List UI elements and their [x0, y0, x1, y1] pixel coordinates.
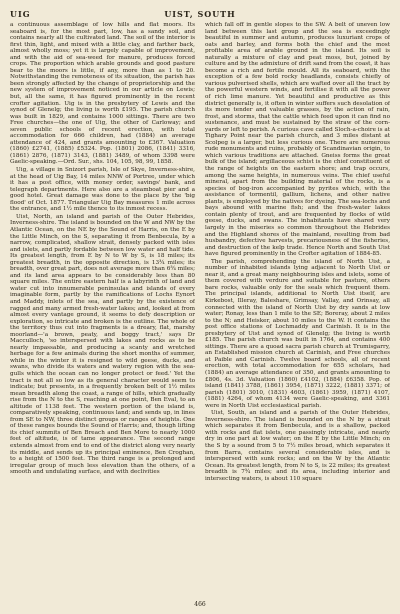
paragraph: Uig, a village in Snizort parish, Isle of Skye, Inverness-shire, at the head of Uig Bay, 14 miles NNW of Portree, under which it has a post office, with money order, savings' bank, and telegraph departments. Here also are a steamboat pier and a good hotel. Great damage was done to the place by the 'big flood' of Oct. 1877. Triangular Uig Bay measures 1 mile across the entrance, and 1½ mile thence to its inmost recess.: [10, 167, 195, 213]
paragraph: which fall off in gentle slopes to the SW. A belt of uneven low land between this last group and the sea is exceedingly beautiful in summer and autumn, produces luxuriant crops of oats and barley, and forms both the chief and the most profitable area of arable ground in the island. Its soil is naturally a mixture of clay and peat moss, but, joined by culture and by the admixture of drift sand from the coast, it has become a rich and fertile mould. All its seaboard, with the exception of a few bold rocky headlands, consists chiefly of various pulverised shells, which are wafted over all the tract by the powerful western winds, and fertilise it with all the power of rich lime manure. Yet beautiful and productive as this district generally is, it often in winter suffers such desolation of its more tender and valuable grasses, by the action of rain, frost, and storms, that the cattle which feed upon it can find no sustenance, and must be sustained by the straw of the corn-yards or left to perish. A curious cave called Sloch-a-choire is at Tighary Point near the parish church, and 3 miles distant at Scolpeg is a larger, but less curious one. There are numerous rude monuments and ruins, probably of Scandinavian origin, to which various traditions are attached. Gneiss forms the great bulk of the island; argillaceous schist is the chief constituent of the range of heights on the eastern shore; and trap occurs, among the same heights, in numerous veins. The chief useful mineral, apart from the building material of the rocks, is a species of bog-iron accompanied by pyrites which, with the assistance of tormentil, gallium, lichens, and other native plants, is employed by the natives for dyeing. The sea-lochs and bays abound with marine fish; and the fresh-water lakes contain plenty of trout, and are frequented by flocks of wild geese, ducks, and swans. The inhabitants have shared very largely in the miseries so common throughout the Hebrides and the Highland shores of the mainland, resulting from bad husbandry, defective harvests, precariousness of the fisheries, and destruction of the kelp trade. Hence North and South Uist have figured prominently in the Crofter agitation of 1884-85.: [205, 22, 390, 258]
paragraph: The parish, comprehending the island of North Uist, a number of inhabited islands lying adjacent to North Uist or near it, and a great many neighbouring isles and islets, some of them covered with verdure and suitable for pasture, others bare rocks, valuable only for the seals which frequent them. The principal islands, additional to North Uist itself, are Kirkebost, Illeray, Baleshare, Grimsay, Vallay, and Orinsay, all connected with the island of North Uist by dry sands at low water; Ronay, less than 1 mile to the SE; Boreray, about 2 miles to the N; and Heisker, about 10 miles to the W. It contains the post office stations of Lochmaddy and Carinish. It is in the presbytery of Uist and synod of Glenelg; the living is worth £185. The parish church was built in 1764, and contains 400 sittings. There are a quoad sacra parish church at Trumisgarry, an Established mission church at Carinish, and Free churches at Paible and Carinish. Twelve board schools, all of recent erection, with total accommodation for 655 scholars, had (1884) an average attendance of 350, and grants amounting to £806, 4s. 3d. Valuation (1860) £4102, (1884) £6358. Pop. of island (1841) 3788, (1861) 3954, (1871) 3222, (1881) 3371; of parish (1801) 3010, (1831) 4603, (1861) 3959, (1871) 4107, (1881) 4264, of whom 4134 were Gaelic-speaking, and 3361 were in North Uist ecclesiastical parish.: [205, 258, 390, 409]
paragraph: a continuous assemblage of low hills and flat moors. Its seaboard is, for the most part, low, has a sandy soil, and contains nearly all the cultivated land. The soil of the interior is first thin, light, and mixed with a little clay, and farther back, almost wholly moss; yet it is largely capable of improvement, and with the aid of sea-weed for manure, produces forced crops. The proportion which arable grounds and good pasture bear to the moors is little, if any, more than as 1 to 20. Notwithstanding the remoteness of its situation, the parish has been strongly affected by the change of proprietorship and the new system of improvement noticed in our article on Lewis; but, all the same, it has figured prominently in the recent crofter agitation. Uig is in the presbytery of Lewis and the synod of Glenelg; the living is worth £195. The parish church was built in 1829, and contains 1000 sittings. There are two Free churches—the one of Uig, the other of Carloway; and seven public schools of recent erection, with total accommodation for 666 children, had (1884) an average attendance of 424, and grants amounting to £367. Valuation (1860) £2741, (1885) £5324. Pop. (1801) 2086, (1841) 3316, (1861) 2876, (1871) 3143, (1881) 3489, of whom 3398 were Gaelic-speaking.—Ord. Sur., shs. 104, 105, 98, 99, 1858.: [10, 22, 195, 166]
column-right: [205, 22, 390, 596]
paragraph: Uist, South, an island and a parish of the Outer Hebrides, Inverness-shire. The island is bounded on the N by a strait which separates it from Benbecula, and is a shallow, packed with rocks and flat islets, one passingly intricate, and nearly dry in one part at low water; on the E by the Little Minch; on the S by a sound from 5 to 7½ miles broad, which separates it from Barra, contains several considerable isles, and is interspersed with sunk rocks; and on the W by the Atlantic Ocean. Its greatest length, from N to S, is 22 miles; its greatest breadth is 7¾ miles; and its area, including interior and intersecting waters, is about 110 square: [205, 410, 390, 482]
running-header: [10, 8, 390, 20]
text-columns: [10, 22, 390, 596]
page-number: 466: [194, 601, 206, 608]
column-left: [10, 22, 195, 596]
header-center: UIST, SOUTH: [164, 9, 236, 19]
header-left: UIG: [10, 9, 31, 19]
paragraph: Uist, North, an island and parish of the Outer Hebrides, Inverness-shire. The island is bounded on the W and NW by the Atlantic Ocean, on the NE by the Sound of Harris, on the E by the Little Minch, on the S, separating it from Benbecula, by a narrow, complicated, shallow strait, densely packed with isles and islets, and partly fordable between low water and half tide. Its greatest length, from E by N to W by S, is 18 miles; its greatest breadth, in the opposite direction, is 13¾ miles; its breadth, over great part, does not average more than 6¾ miles; and its land area appears to be considerably less than 80 square miles. The entire eastern half is a labyrinth of land and water cut into innumerable peninsulas and islands of every imaginable form, partly by the ramifications of Lochs Eynort and Maddy, inlets of the sea, and partly by the existence of ragged and many armed fresh-water lakes; and, looked at from almost every vantage ground, it seems to defy description or exploration, so intricate and broken is the outline. The whole of the territory thus cut into fragments is a dreary, flat, marshy moorland—'a brown, peaty, and boggy tract,' says Dr Macculloch, 'so interspersed with lakes and rocks as to be nearly impassable, and producing a scanty and wretched herbage for a few animals during the short months of summer, while in the winter it is resigned to wild geese, ducks, and swans, who divide its waters and watery region with the sea-gulls which the ocean can no longer protect or feed.' Yet the tract is not all so low as its general character would seem to indicate; but presents, in a frequently broken belt of 1½ miles mean breadth along the coast, a range of hills, which gradually rise from the N to the S, reaching at one point, Ben Eval, to an altitude of 1138 feet. The western portion of the island is, comparatively speaking, continuous land; and sends up, in lines from SE to NW, three distinct groups or ranges of heights. One of these ranges bounds the Sound of Harris; and, though lifting its chief summits of Ben Breach and Ben More to nearly 1000 feet of altitude, is of tame appearance. The second range extends almost from end to end of the district along very nearly its middle, and sends up its principal eminence, Ben Croghan, to a height of 1500 feet. The third range is a prolonged and irregular group of much less elevation than the others, of a smooth and undulating surface, and with declivities: [10, 213, 195, 476]
